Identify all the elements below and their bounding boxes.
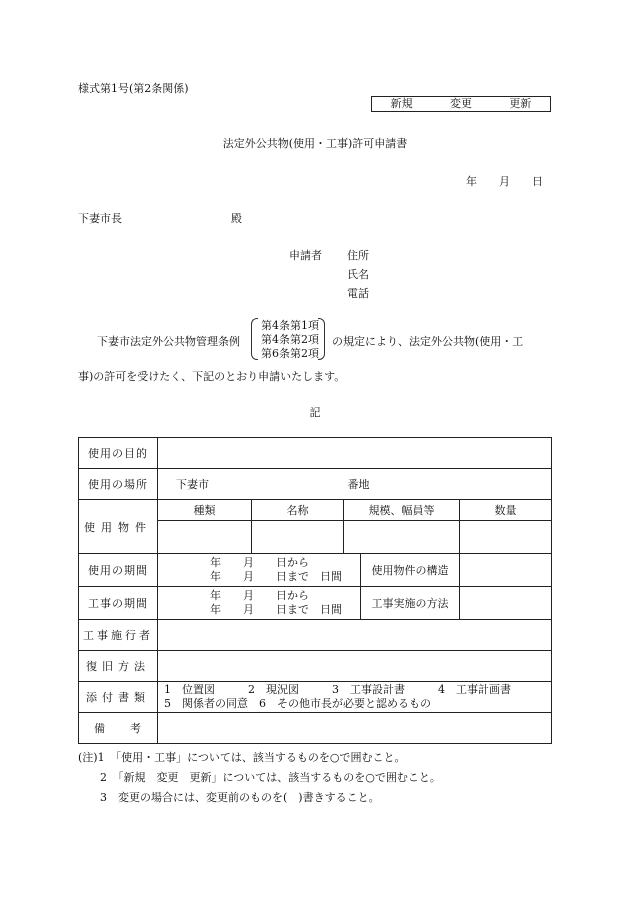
work-method-label: 工事実施の方法 (361, 587, 460, 620)
body-text-line1: の規定により、法定外公共物(使用・工 (332, 335, 524, 348)
object-label: 使用物件 (79, 500, 158, 554)
note-2: 2 「新規 変更 更新」については、該当するものを○で囲むこと。 (100, 771, 441, 784)
work-method-field[interactable] (460, 587, 552, 620)
object-col-quantity: 数量 (460, 500, 552, 521)
left-brace (251, 318, 258, 360)
use-period-field[interactable] (158, 554, 361, 587)
mode-change: 変更 (449, 97, 472, 110)
work-period-field[interactable] (158, 587, 361, 620)
use-period-from: 年 月 日から (210, 556, 309, 569)
right-brace (318, 318, 325, 360)
body-text-line2: 事)の許可を受けたく、下記のとおり申請いたします。 (78, 370, 346, 383)
contractor-label: 工事施行者 (79, 620, 158, 651)
object-type-field[interactable] (158, 521, 252, 554)
object-size-field[interactable] (344, 521, 460, 554)
place-field[interactable] (158, 469, 552, 500)
ordinance-name: 下妻市法定外公共物管理条例 (97, 335, 240, 348)
contractor-field[interactable] (158, 620, 552, 651)
structure-label: 使用物件の構造 (361, 554, 460, 587)
applicant-name-label: 氏名 (347, 268, 369, 281)
work-period-label: 工事の期間 (79, 587, 158, 620)
mode-new: 新規 (390, 97, 413, 110)
work-period-from: 年 月 日から (210, 589, 309, 602)
purpose-label: 使用の目的 (79, 438, 158, 469)
applicant-address-label: 住所 (347, 249, 369, 262)
place-city: 下妻市 (176, 478, 209, 491)
remarks-label: 備 考 (79, 713, 158, 744)
mode-renew: 更新 (509, 97, 532, 110)
date-line: 年 月 日 (466, 175, 543, 188)
purpose-field[interactable] (158, 438, 552, 469)
ki-heading: 記 (309, 406, 321, 419)
application-type-box (371, 96, 551, 112)
object-col-type: 種類 (158, 500, 252, 521)
remarks-field[interactable] (158, 713, 552, 744)
note-1: (注)1 「使用・工事」については、該当するものを○で囲むこと。 (78, 751, 406, 764)
note-3: 3 変更の場合には、変更前のものを( )書きすること。 (100, 791, 380, 804)
article-option-2: 第4条第2項 (261, 333, 319, 346)
attach-line-2: 5 関係者の同意 6 その他市長が必要と認めるもの (164, 697, 431, 710)
article-option-3: 第6条第2項 (261, 347, 319, 360)
object-col-size: 規模、幅員等 (344, 500, 460, 521)
place-banchi: 番地 (347, 478, 370, 491)
restore-field[interactable] (158, 651, 552, 682)
place-label: 使用の場所 (79, 469, 158, 500)
document-title: 法定外公共物(使用・工事)許可申請書 (222, 137, 408, 150)
object-quantity-field[interactable] (460, 521, 552, 554)
object-name-field[interactable] (252, 521, 344, 554)
attach-list (158, 682, 552, 713)
applicant-phone-label: 電話 (347, 287, 369, 300)
application-table (78, 437, 552, 744)
attach-line-1: 1 位置図 2 現況図 3 工事設計書 4 工事計画書 (164, 683, 511, 696)
work-period-to: 年 月 日まで 日間 (210, 603, 342, 616)
form-number: 様式第1号(第2条関係) (78, 82, 189, 95)
structure-field[interactable] (460, 554, 552, 587)
restore-label: 復旧方法 (79, 651, 158, 682)
object-col-name: 名称 (252, 500, 344, 521)
addressee-honorific: 殿 (231, 212, 242, 225)
use-period-to: 年 月 日まで 日間 (210, 570, 342, 583)
use-period-label: 使用の期間 (79, 554, 158, 587)
attach-label: 添付書類 (79, 682, 158, 713)
article-option-1: 第4条第1項 (261, 319, 319, 332)
applicant-label: 申請者 (289, 249, 322, 262)
addressee-name: 下妻市長 (78, 212, 122, 225)
